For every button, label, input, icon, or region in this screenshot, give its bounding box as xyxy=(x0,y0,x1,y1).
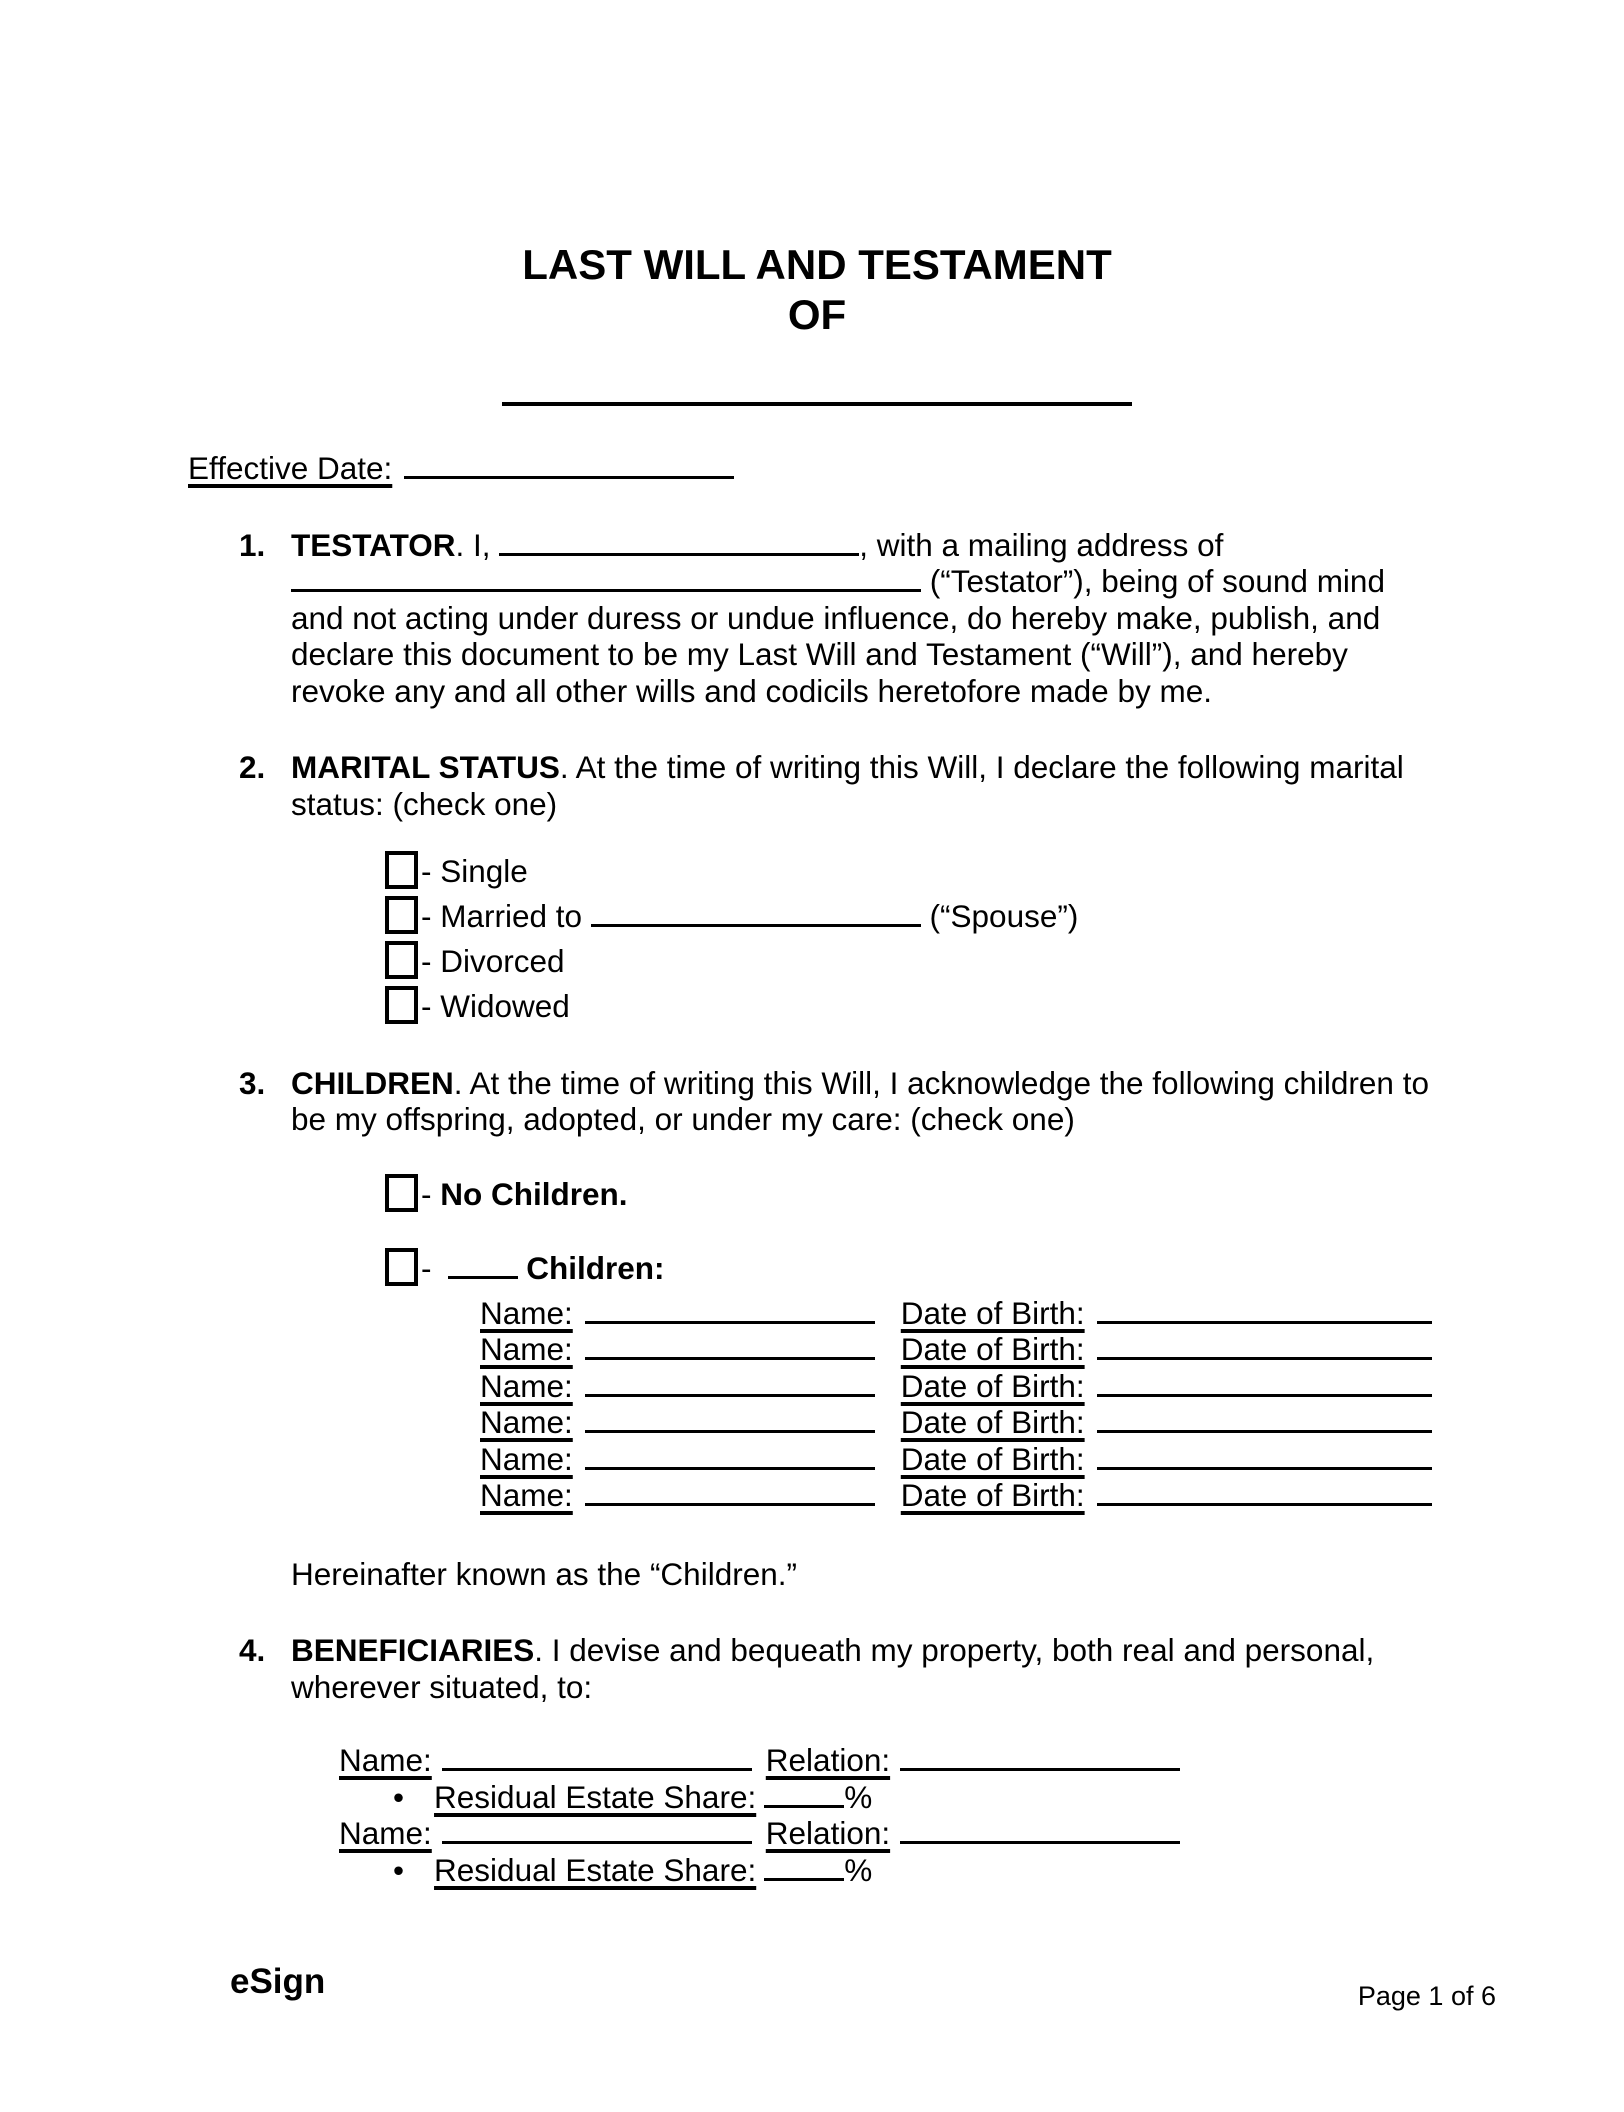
section-testator-number: 1. xyxy=(239,526,266,563)
residual-share-blank[interactable] xyxy=(764,1854,844,1881)
bullet-marker: • xyxy=(393,1778,405,1815)
beneficiary-name-label: Name: xyxy=(339,1815,432,1851)
child-dob-blank[interactable] xyxy=(1097,1370,1432,1397)
child-name-blank[interactable] xyxy=(585,1406,875,1433)
section-children-heading: CHILDREN xyxy=(291,1064,454,1101)
beneficiary-relation-blank[interactable] xyxy=(900,1744,1180,1771)
child-dob-blank[interactable] xyxy=(1097,1333,1432,1360)
effective-date-blank[interactable] xyxy=(404,452,734,479)
child-name-blank[interactable] xyxy=(585,1370,875,1397)
no-children-label: No Children. xyxy=(440,1175,628,1212)
child-name-blank[interactable] xyxy=(585,1443,875,1470)
child-dob-label: Date of Birth: xyxy=(900,1440,1085,1477)
child-name-label: Name: xyxy=(480,1367,573,1404)
child-name-blank[interactable] xyxy=(585,1297,875,1324)
effective-date-label: Effective Date: xyxy=(188,450,393,486)
count-children-checkbox[interactable] xyxy=(385,1248,418,1286)
section-testator-paragraph xyxy=(291,527,1446,710)
no-children-option xyxy=(385,1174,1446,1213)
single-label: - Single xyxy=(421,853,528,889)
beneficiaries-list xyxy=(188,1742,1446,1888)
child-row-5 xyxy=(480,1441,1446,1478)
section-marital-status xyxy=(188,749,1446,822)
child-row-2 xyxy=(480,1331,1446,1368)
testator-address-blank[interactable] xyxy=(291,565,921,592)
child-row-1 xyxy=(480,1295,1446,1332)
beneficiary-relation-label: Relation: xyxy=(765,1815,891,1851)
section-beneficiaries-number: 4. xyxy=(239,1632,266,1668)
child-name-blank[interactable] xyxy=(585,1333,875,1360)
beneficiary-relation-label: Relation: xyxy=(765,1742,891,1778)
page-indicator: Page 1 of 6 xyxy=(1357,1981,1496,2011)
beneficiary-name-blank[interactable] xyxy=(442,1744,752,1771)
effective-date-row xyxy=(188,450,1446,487)
children-count-blank[interactable] xyxy=(448,1252,518,1279)
child-dob-label: Date of Birth: xyxy=(900,1404,1085,1440)
esign-logo: eSign xyxy=(230,1962,326,2001)
beneficiary-name-label: Name: xyxy=(339,1742,432,1778)
divorced-label: - Divorced xyxy=(421,943,565,979)
child-row-3 xyxy=(480,1368,1446,1405)
married-label-post: (“Spouse”) xyxy=(920,898,1079,934)
count-children-label: Children: xyxy=(526,1250,665,1286)
child-dob-label: Date of Birth: xyxy=(900,1367,1085,1404)
married-checkbox[interactable] xyxy=(385,896,418,934)
widowed-label: - Widowed xyxy=(421,988,570,1024)
marital-options xyxy=(385,851,1446,1025)
percent-suffix: % xyxy=(844,1778,873,1815)
child-name-blank[interactable] xyxy=(585,1479,875,1506)
testator-name-title-blank[interactable] xyxy=(502,402,1132,406)
child-name-label: Name: xyxy=(480,1331,573,1367)
marital-option-widowed xyxy=(385,986,1446,1025)
title-line-2: OF xyxy=(787,291,847,338)
children-table xyxy=(480,1295,1446,1514)
spouse-name-blank[interactable] xyxy=(591,900,921,927)
children-text: . At the time of writing this Will, I acknowledge the following children to be my offspring, adopted, or under my care: (check one) xyxy=(291,1064,1429,1137)
count-children-dash: - xyxy=(421,1250,441,1286)
section-children-number: 3. xyxy=(239,1064,266,1101)
section-marital-paragraph xyxy=(291,749,1446,822)
child-row-6 xyxy=(480,1477,1446,1514)
beneficiary-row-2 xyxy=(339,1815,1446,1852)
child-name-label: Name: xyxy=(480,1440,573,1477)
child-row-4 xyxy=(480,1404,1446,1441)
child-dob-blank[interactable] xyxy=(1097,1406,1432,1433)
testator-text-2: , with a mailing address of xyxy=(859,526,1224,563)
child-dob-blank[interactable] xyxy=(1097,1443,1432,1470)
child-dob-label: Date of Birth: xyxy=(900,1477,1085,1513)
testator-text-3: (“Testator”), being of sound mind and not acting under duress or undue influence, do hereby make, publish, and declare this document to be my Last Will and Testament (“Will”), and hereby revoke any and all other wills and codicils heretofore made by me. xyxy=(291,563,1385,709)
children-hereinafter-note: Hereinafter known as the “Children.” xyxy=(291,1555,797,1592)
section-testator-heading: TESTATOR xyxy=(291,526,456,563)
beneficiary-row-1 xyxy=(339,1742,1446,1779)
child-dob-blank[interactable] xyxy=(1097,1297,1432,1324)
beneficiaries-text: . I devise and bequeath my property, both real and personal, wherever situated, to: xyxy=(291,1632,1375,1705)
section-marital-number: 2. xyxy=(239,749,266,785)
divorced-checkbox[interactable] xyxy=(385,941,418,979)
section-children xyxy=(188,1065,1446,1138)
marital-option-divorced xyxy=(385,941,1446,980)
married-label-pre: - Married to xyxy=(421,898,591,934)
widowed-checkbox[interactable] xyxy=(385,986,418,1024)
beneficiary-relation-blank[interactable] xyxy=(900,1817,1180,1844)
child-name-label: Name: xyxy=(480,1477,573,1513)
section-children-paragraph xyxy=(291,1065,1446,1138)
testator-name-blank[interactable] xyxy=(499,529,859,556)
count-children-option xyxy=(385,1248,1446,1287)
no-children-dash: - xyxy=(421,1175,441,1212)
document-title xyxy=(188,240,1446,340)
child-name-label: Name: xyxy=(480,1294,573,1331)
marital-option-single xyxy=(385,851,1446,890)
beneficiary-share-row-2 xyxy=(393,1852,1446,1889)
bullet-marker: • xyxy=(393,1851,405,1888)
beneficiary-share-row-1 xyxy=(393,1779,1446,1816)
section-beneficiaries-paragraph xyxy=(291,1632,1446,1705)
percent-suffix: % xyxy=(844,1851,873,1888)
child-dob-label: Date of Birth: xyxy=(900,1331,1085,1367)
marital-text: . At the time of writing this Will, I declare the following marital status: (check one) xyxy=(291,749,1404,822)
child-name-label: Name: xyxy=(480,1404,573,1440)
section-testator xyxy=(188,527,1446,710)
single-checkbox[interactable] xyxy=(385,851,418,889)
title-line-1: LAST WILL AND TESTAMENT xyxy=(522,241,1112,288)
no-children-checkbox[interactable] xyxy=(385,1174,418,1212)
testator-text-1: . I, xyxy=(455,526,500,563)
section-beneficiaries xyxy=(188,1632,1446,1705)
residual-share-blank[interactable] xyxy=(764,1781,844,1808)
child-dob-blank[interactable] xyxy=(1097,1479,1432,1506)
section-beneficiaries-heading: BENEFICIARIES xyxy=(291,1632,535,1668)
marital-option-married xyxy=(385,896,1446,935)
child-dob-label: Date of Birth: xyxy=(900,1294,1085,1331)
residual-share-label: Residual Estate Share: xyxy=(434,1778,757,1815)
beneficiary-name-blank[interactable] xyxy=(442,1817,752,1844)
residual-share-label: Residual Estate Share: xyxy=(434,1851,757,1888)
section-marital-heading: MARITAL STATUS xyxy=(291,749,560,785)
